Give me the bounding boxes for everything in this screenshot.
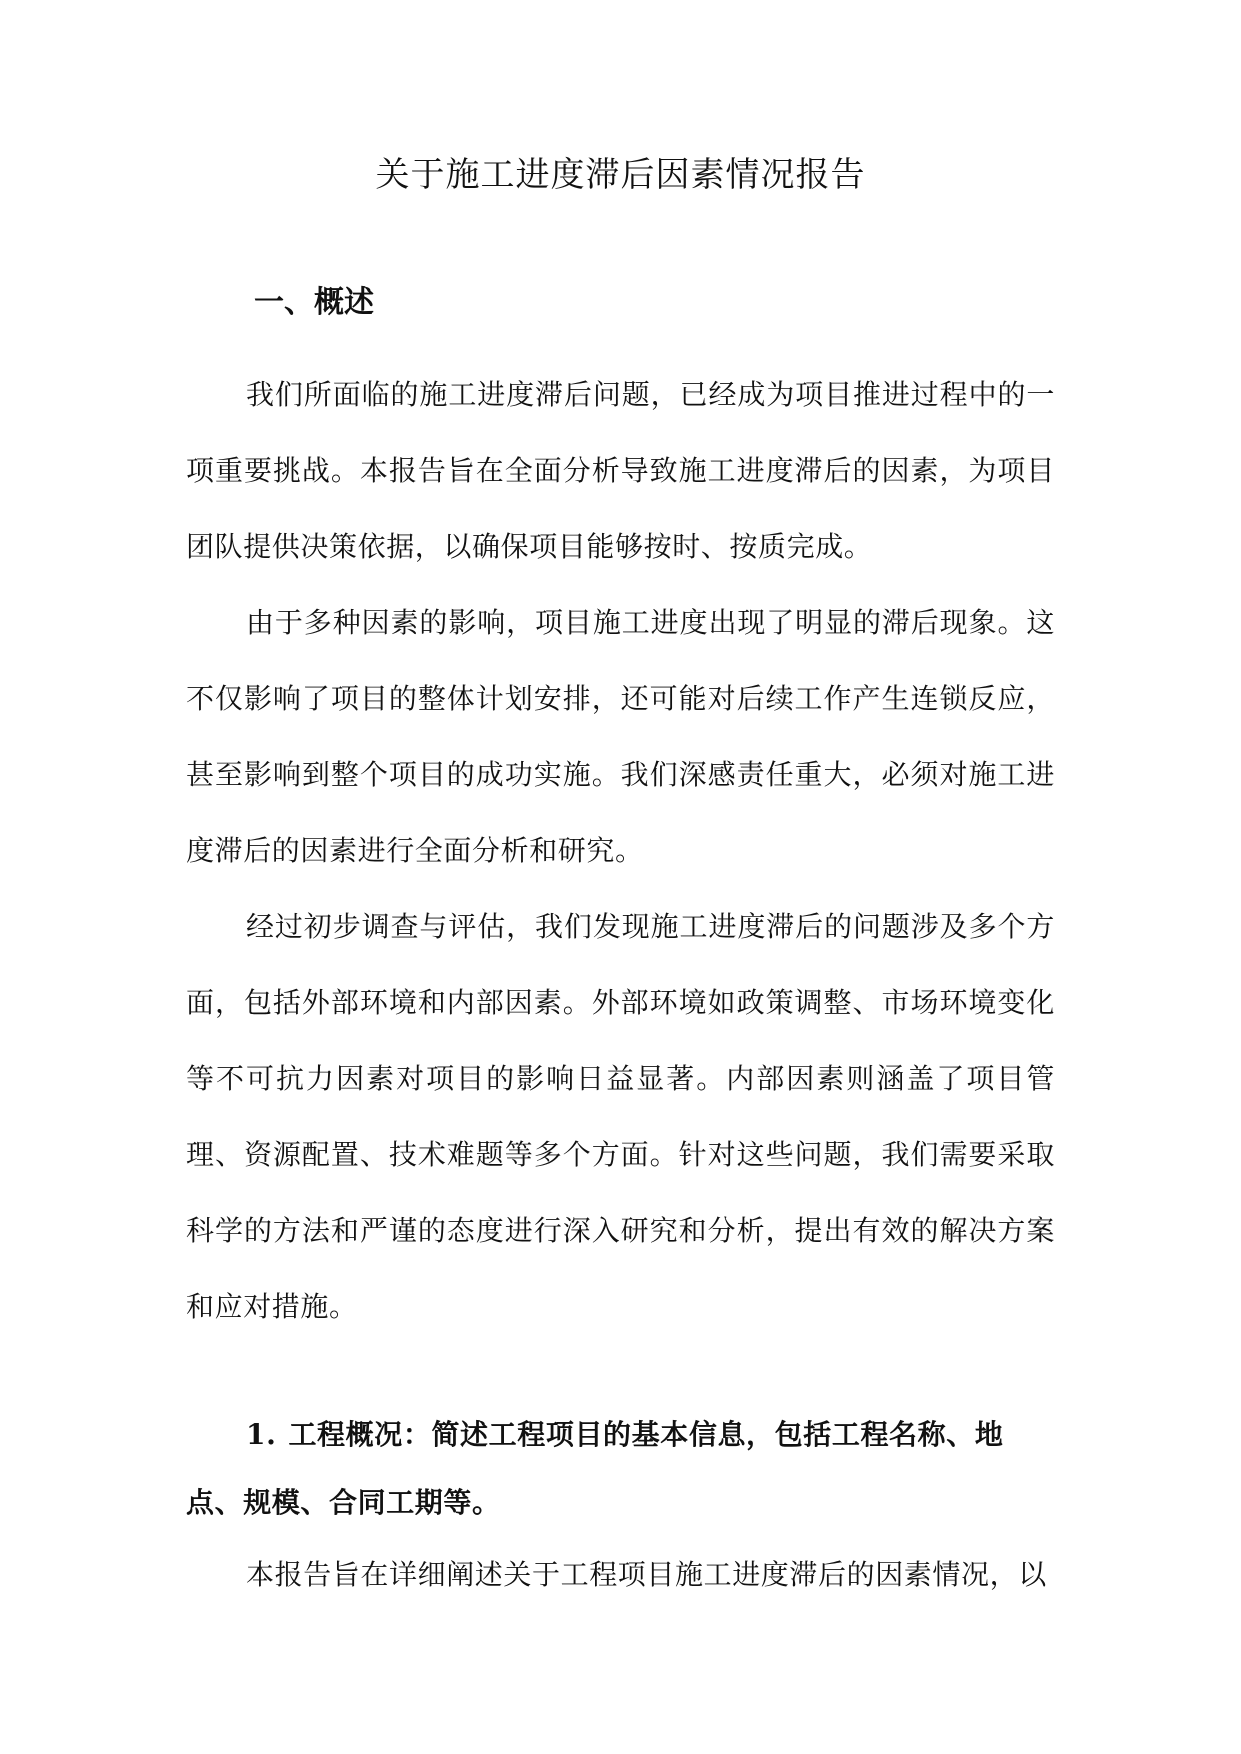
section-heading-overview: 一、概述 — [254, 285, 374, 320]
subsection-number: 1. — [246, 1418, 277, 1451]
paragraph: 我们所面临的施工进度滞后问题，已经成为项目推进过程中的一项重要挑战。本报告旨在全面分析导致施工进度滞后的因素，为项目团队提供决策依据，以确保项目能够按时、按质完成。 — [186, 378, 1055, 563]
paragraph: 由于多种因素的影响，项目施工进度出现了明显的滞后现象。这不仅影响了项目的整体计划安排，还可能对后续工作产生连锁反应，甚至影响到整个项目的成功实施。我们深感责任重大，必须对施工进度滞后的因素进行全面分析和研究。 — [186, 606, 1055, 867]
paragraph: 经过初步调查与评估，我们发现施工进度滞后的问题涉及多个方面，包括外部环境和内部因素。外部环境如政策调整、市场环境变化等不可抗力因素对项目的影响日益显著。内部因素则涵盖了项目管理、资源配置、技术难题等多个方面。针对这些问题，我们需要采取科学的方法和严谨的态度进行深入研究和分析，提出有效的解决方案和应对措施。 — [186, 910, 1055, 1323]
document-title: 关于施工进度滞后因素情况报告 — [375, 155, 866, 195]
subsection-heading-text: 工程概况：简述工程项目的基本信息，包括工程名称、地点、规模、合同工期等。 — [186, 1418, 1004, 1519]
subsection-heading-project-overview — [186, 1401, 1055, 1537]
paragraph: 本报告旨在详细阐述关于工程项目施工进度滞后的因素情况，以 — [246, 1558, 1047, 1591]
